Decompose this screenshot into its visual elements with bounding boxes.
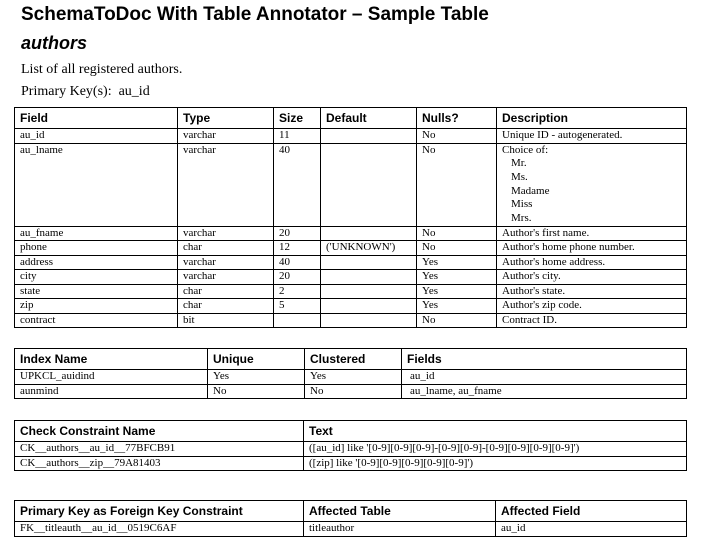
cell-clustered: No	[305, 384, 402, 399]
table-row	[15, 284, 687, 299]
cell-default	[321, 313, 417, 328]
columns-table	[14, 107, 687, 328]
cell-type: varchar	[178, 270, 274, 285]
choice-item: Ms.	[511, 170, 528, 183]
cell-check-text: ([zip] like '[0-9][0-9][0-9][0-9][0-9]')	[304, 456, 687, 471]
cell-field: state	[15, 284, 178, 299]
cell-field: phone	[15, 241, 178, 256]
cell-default: ('UNKNOWN')	[321, 241, 417, 256]
cell-description: Author's city.	[497, 270, 687, 285]
column-header-description: Description	[497, 108, 687, 129]
check-header-row	[15, 421, 687, 442]
cell-default	[321, 270, 417, 285]
cell-default	[321, 284, 417, 299]
cell-description: Author's home address.	[497, 255, 687, 270]
cell-size: 40	[274, 255, 321, 270]
column-header-fk-constraint: Primary Key as Foreign Key Constraint	[15, 501, 304, 522]
cell-size	[274, 313, 321, 328]
cell-check-name: CK__authors__au_id__77BFCB91	[15, 442, 304, 457]
description-text: Choice of:	[502, 143, 549, 156]
cell-type: varchar	[178, 226, 274, 241]
primary-key-value: au_id	[118, 84, 150, 99]
cell-unique: No	[208, 384, 305, 399]
cell-field: address	[15, 255, 178, 270]
cell-nulls: No	[417, 241, 497, 256]
table-row	[15, 384, 687, 399]
columns-header-row	[15, 108, 687, 129]
cell-description: Author's state.	[497, 284, 687, 299]
cell-nulls: No	[417, 313, 497, 328]
cell-size: 40	[274, 143, 321, 226]
column-header-default: Default	[321, 108, 417, 129]
cell-nulls: Yes	[417, 299, 497, 314]
choice-item: Mr.	[511, 157, 527, 169]
cell-type: varchar	[178, 255, 274, 270]
column-header-fields: Fields	[402, 349, 687, 370]
cell-check-text: ([au_id] like '[0-9][0-9][0-9]-[0-9][0-9]-[0-9][0-9][0-9][0-9]')	[304, 442, 687, 457]
column-header-affected-field: Affected Field	[496, 501, 687, 522]
cell-field: au_lname	[15, 143, 178, 226]
table-row	[15, 143, 687, 226]
cell-type: varchar	[178, 129, 274, 144]
choice-item: Miss	[511, 198, 533, 211]
choice-list	[502, 157, 681, 226]
column-header-clustered: Clustered	[305, 349, 402, 370]
cell-nulls: No	[417, 129, 497, 144]
cell-field: zip	[15, 299, 178, 314]
cell-nulls: Yes	[417, 255, 497, 270]
cell-nulls: Yes	[417, 270, 497, 285]
column-header-size: Size	[274, 108, 321, 129]
cell-clustered: Yes	[305, 370, 402, 385]
cell-default	[321, 129, 417, 144]
cell-default	[321, 143, 417, 226]
table-row	[15, 456, 687, 471]
table-row	[15, 313, 687, 328]
cell-fields: au_lname, au_fname	[402, 384, 687, 399]
choice-item: Mrs.	[511, 212, 532, 225]
cell-type: char	[178, 299, 274, 314]
cell-unique: Yes	[208, 370, 305, 385]
check-constraint-table	[14, 420, 687, 471]
column-header-check-name: Check Constraint Name	[15, 421, 304, 442]
cell-description: Author's home phone number.	[497, 241, 687, 256]
table-row	[15, 255, 687, 270]
cell-index-name: aunmind	[15, 384, 208, 399]
table-row	[15, 270, 687, 285]
column-header-index-name: Index Name	[15, 349, 208, 370]
cell-description	[497, 143, 687, 226]
table-row	[15, 129, 687, 144]
cell-default	[321, 255, 417, 270]
cell-affected-field: au_id	[496, 522, 687, 537]
cell-fk-constraint: FK__titleauth__au_id__0519C6AF	[15, 522, 304, 537]
cell-description: Author's first name.	[497, 226, 687, 241]
cell-nulls: Yes	[417, 284, 497, 299]
cell-description: Unique ID - autogenerated.	[497, 129, 687, 144]
index-header-row	[15, 349, 687, 370]
choice-item: Madame	[511, 184, 550, 197]
table-row	[15, 299, 687, 314]
column-header-type: Type	[178, 108, 274, 129]
index-table	[14, 348, 687, 399]
column-header-affected-table: Affected Table	[304, 501, 496, 522]
cell-index-name: UPKCL_auidind	[15, 370, 208, 385]
cell-nulls: No	[417, 143, 497, 226]
cell-field: contract	[15, 313, 178, 328]
cell-size: 2	[274, 284, 321, 299]
cell-description: Author's zip code.	[497, 299, 687, 314]
column-header-nulls: Nulls?	[417, 108, 497, 129]
cell-type: char	[178, 284, 274, 299]
table-row	[15, 226, 687, 241]
foreign-key-table	[14, 500, 687, 537]
page-title: SchemaToDoc With Table Annotator – Sample Table	[21, 4, 489, 25]
cell-affected-table: titleauthor	[304, 522, 496, 537]
column-header-unique: Unique	[208, 349, 305, 370]
table-row	[15, 370, 687, 385]
table-row	[15, 442, 687, 457]
cell-size: 5	[274, 299, 321, 314]
cell-size: 20	[274, 226, 321, 241]
fk-header-row	[15, 501, 687, 522]
table-row	[15, 522, 687, 537]
cell-size: 20	[274, 270, 321, 285]
cell-field: city	[15, 270, 178, 285]
cell-size: 12	[274, 241, 321, 256]
cell-description: Contract ID.	[497, 313, 687, 328]
cell-type: varchar	[178, 143, 274, 226]
table-description: List of all registered authors.	[21, 62, 183, 77]
cell-nulls: No	[417, 226, 497, 241]
cell-type: bit	[178, 313, 274, 328]
column-header-text: Text	[304, 421, 687, 442]
cell-field: au_id	[15, 129, 178, 144]
column-header-field: Field	[15, 108, 178, 129]
primary-key-label: Primary Key(s):	[21, 84, 112, 99]
cell-fields: au_id	[402, 370, 687, 385]
cell-default	[321, 226, 417, 241]
cell-field: au_fname	[15, 226, 178, 241]
cell-size: 11	[274, 129, 321, 144]
primary-key-line	[21, 84, 150, 100]
table-row	[15, 241, 687, 256]
cell-type: char	[178, 241, 274, 256]
cell-default	[321, 299, 417, 314]
table-name-heading: authors	[21, 33, 88, 53]
cell-check-name: CK__authors__zip__79A81403	[15, 456, 304, 471]
